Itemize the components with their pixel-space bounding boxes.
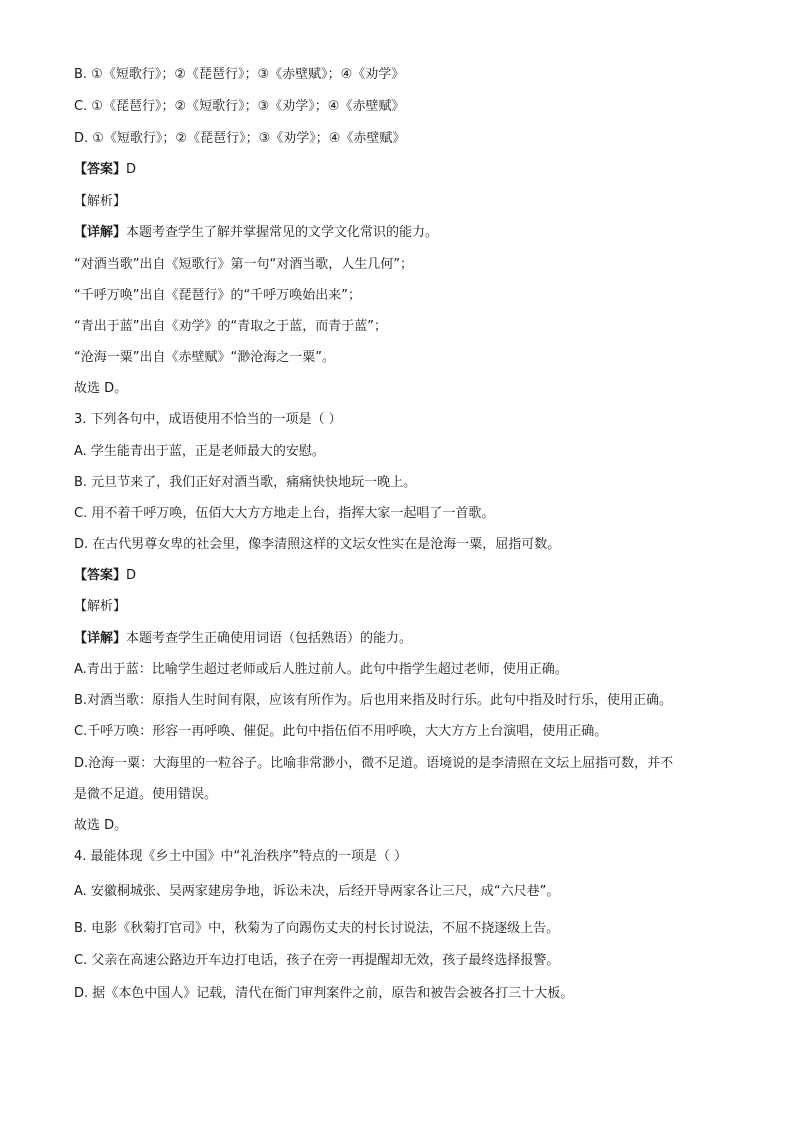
answer-value: D xyxy=(126,568,137,583)
detail-text: 本题考查学生正确使用词语（包括熟语）的能力。 xyxy=(126,631,413,646)
answer-tag: 【答案】 xyxy=(74,162,127,177)
q4-stem: 4. 最能体现《乡土中国》中“礼治秩序”特点的一项是（ ） xyxy=(74,849,408,864)
detail-tag: 【详解】 xyxy=(74,225,127,240)
prev-option-b: B. ①《短歌行》；②《琵琶行》；③《赤壁赋》；④《劝学》 xyxy=(74,67,405,82)
q3-conclusion: 故选 D。 xyxy=(74,818,128,833)
detail-tag: 【详解】 xyxy=(74,631,127,646)
q2-analysis-line: “对酒当歌”出自《短歌行》第一句“对酒当歌，人生几何”； xyxy=(74,257,413,272)
detail-text: 本题考查学生了解并掌握常见的文学文化常识的能力。 xyxy=(126,225,439,240)
q2-answer xyxy=(74,161,734,179)
prev-option-d: D. ①《短歌行》；②《琵琶行》；③《劝学》；④《赤壁赋》 xyxy=(74,131,406,146)
q2-analysis-tag: 【解析】 xyxy=(74,194,127,209)
q2-detail xyxy=(74,224,734,242)
prev-option-c: C. ①《琵琶行》；②《短歌行》；③《劝学》；④《赤壁赋》 xyxy=(74,99,405,114)
q3-option-c: C. 用不着千呼万唤，伍佰大大方方地走上台，指挥大家一起唱了一首歌。 xyxy=(74,506,495,521)
answer-value: D xyxy=(126,162,137,177)
q4-option-b: B. 电影《秋菊打官司》中，秋菊为了向踢伤丈夫的村长讨说法，不屈不挠逐级上告。 xyxy=(74,921,560,936)
answer-tag: 【答案】 xyxy=(74,568,127,583)
q3-detail xyxy=(74,630,734,648)
q2-analysis-line: “沧海一粟”出自《赤壁赋》“渺沧海之一粟”。 xyxy=(74,350,335,365)
q3-analysis-line: B.对酒当歌：原指人生时间有限，应该有所作为。后也用来指及时行乐。此句中指及时行乐，使用正确。 xyxy=(74,693,673,708)
q3-option-d: D. 在古代男尊女卑的社会里，像李清照这样的文坛女性实在是沧海一粟，屈指可数。 xyxy=(74,537,561,552)
q2-conclusion: 故选 D。 xyxy=(74,381,128,396)
q3-stem: 3. 下列各句中，成语使用不恰当的一项是（ ） xyxy=(74,412,342,427)
q3-answer xyxy=(74,567,734,585)
q3-analysis-line: C.千呼万唤：形容一再呼唤、催促。此句中指伍佰不用呼唤，大大方方上台演唱，使用正确。 xyxy=(74,724,608,739)
q4-option-c: C. 父亲在高速公路边开车边打电话，孩子在旁一再提醒却无效，孩子最终选择报警。 xyxy=(74,953,560,968)
q4-option-a: A. 安徽桐城张、吴两家建房争地，诉讼未决，后经开导两家各让三尺，成“六尺巷”。 xyxy=(74,884,560,899)
q3-analysis-line: A.青出于蓝：比喻学生超过老师或后人胜过前人。此句中指学生超过老师，使用正确。 xyxy=(74,662,568,677)
q2-analysis-line: “千呼万唤”出自《琵琶行》的“千呼万唤始出来”； xyxy=(74,288,361,303)
q3-option-a: A. 学生能青出于蓝，正是老师最大的安慰。 xyxy=(74,444,325,459)
q4-option-d: D. 据《本色中国人》记载，清代在衙门审判案件之前，原告和被告会被各打三十大板。 xyxy=(74,986,574,1001)
q3-analysis-line: 是微不足道。使用错误。 xyxy=(74,787,218,802)
q3-option-b: B. 元旦节来了，我们正好对酒当歌，痛痛快快地玩一晚上。 xyxy=(74,475,417,490)
q3-analysis-line: D.沧海一粟：大海里的一粒谷子。比喻非常渺小，微不足道。语境说的是李清照在文坛上屈指可数，并不 xyxy=(74,756,674,771)
q3-analysis-tag: 【解析】 xyxy=(74,599,127,614)
q2-analysis-line: “青出于蓝”出自《劝学》的“青取之于蓝，而青于蓝”； xyxy=(74,319,387,334)
